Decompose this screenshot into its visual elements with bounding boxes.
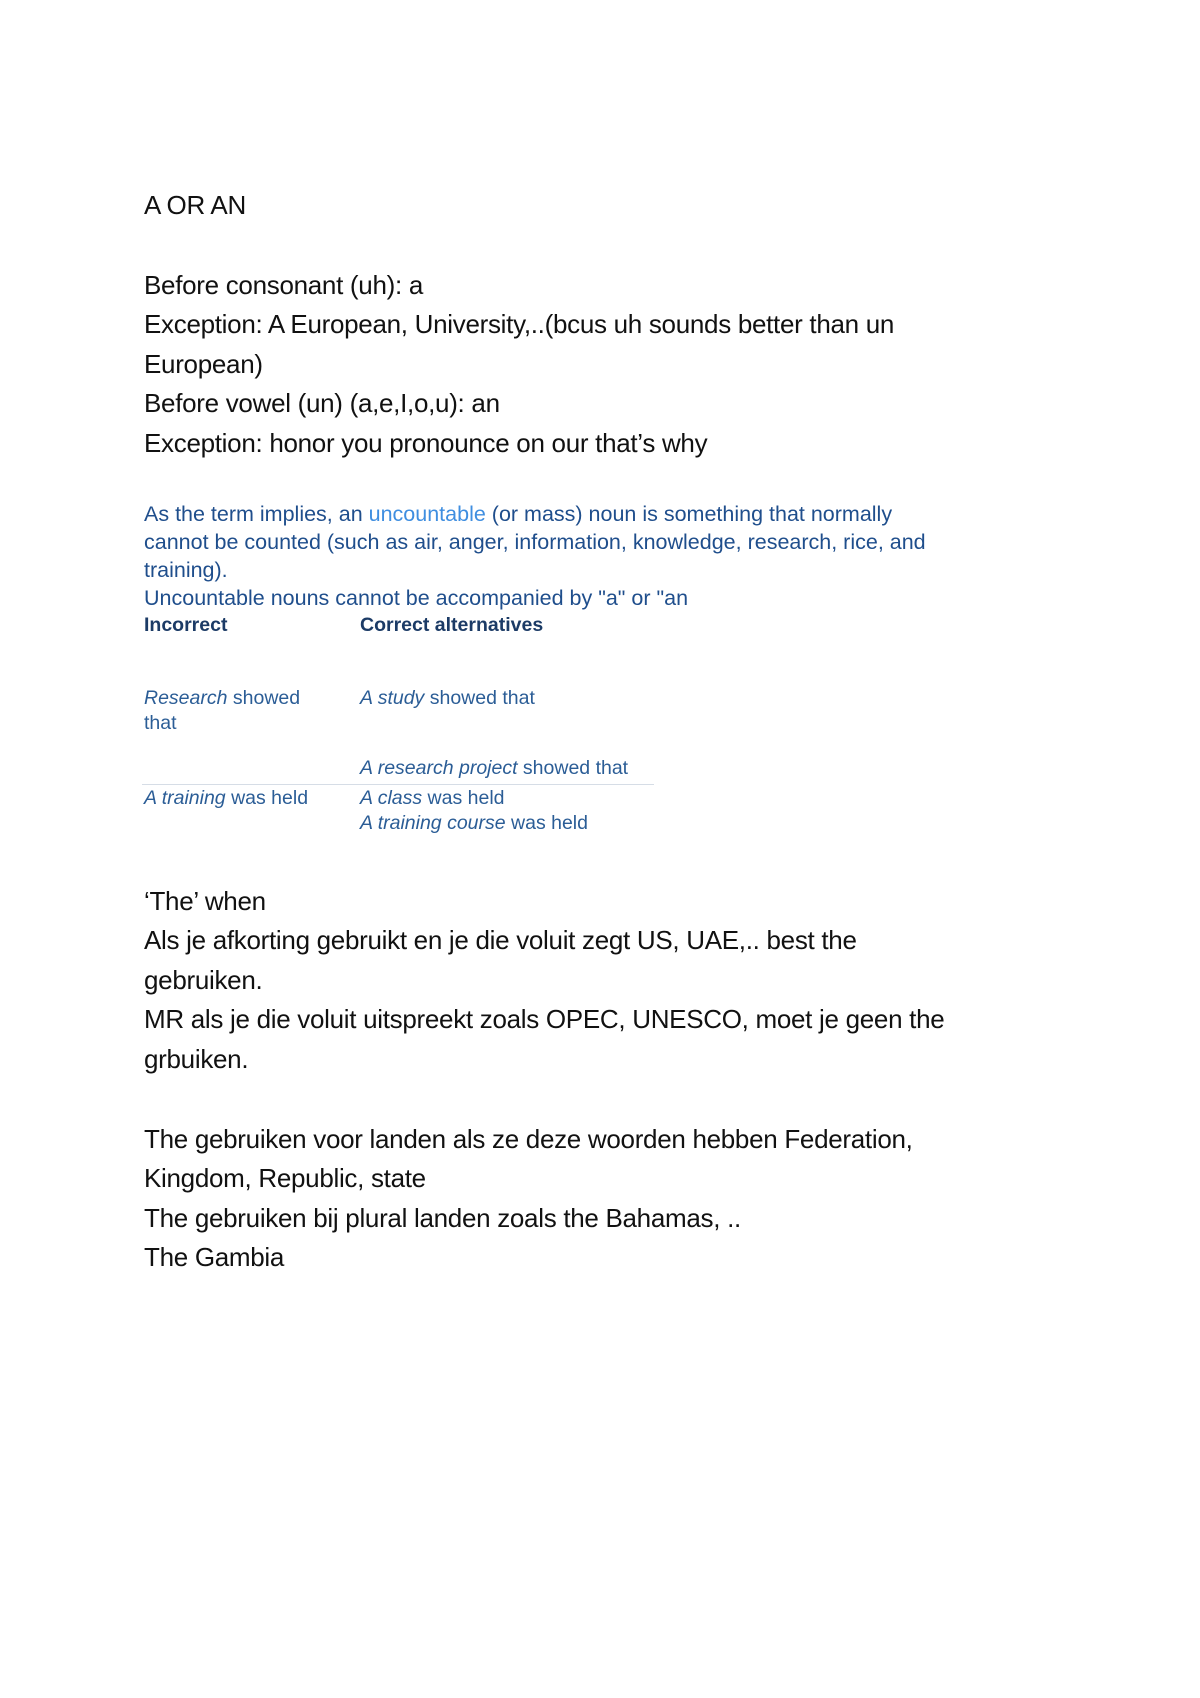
excerpt-line-4: Uncountable nouns cannot be accompanied by "a" or "an <box>144 586 689 610</box>
rule-line-3: European) <box>144 349 263 379</box>
excerpt-line-3: training). <box>144 558 228 582</box>
cell-text: showed that <box>424 687 535 709</box>
column-header-incorrect: Incorrect <box>144 614 228 636</box>
table-cell-correct-1b <box>360 756 628 781</box>
excerpt-text: As the term implies, an <box>144 502 369 526</box>
rule-line-4: Before vowel (un) (a,e,I,o,u): an <box>144 388 500 418</box>
countries-line-1: The gebruiken voor landen als ze deze woorden hebben Federation, <box>144 1124 913 1154</box>
table-cell-correct-1a <box>360 686 535 711</box>
cell-italic: A study <box>360 687 425 709</box>
rule-line-1: Before consonant (uh): a <box>144 270 423 300</box>
cell-italic: A research project <box>360 757 518 779</box>
excerpt-line-1 <box>144 502 892 527</box>
countries-line-2: Kingdom, Republic, state <box>144 1163 426 1193</box>
the-section-line-2: Als je afkorting gebruikt en je die voluit zegt US, UAE,.. best the <box>144 925 857 955</box>
the-section-line-3: gebruiken. <box>144 965 263 995</box>
table-row-divider <box>142 784 654 785</box>
cell-text: was held <box>225 787 309 809</box>
table-cell-incorrect-2 <box>144 786 308 811</box>
the-section-line-1: ‘The’ when <box>144 886 266 916</box>
cell-text: showed that <box>517 757 629 779</box>
column-header-correct: Correct alternatives <box>360 614 544 636</box>
cell-text: was held <box>505 812 588 834</box>
excerpt-text: (or mass) noun is something that normally <box>485 502 893 526</box>
table-cell-incorrect-1-wrap: that <box>144 712 177 734</box>
cell-text: showed <box>227 687 301 709</box>
cell-italic: Research <box>144 687 228 709</box>
table-cell-correct-2a <box>360 786 505 811</box>
table-cell-correct-2b <box>360 811 588 836</box>
cell-text: was held <box>422 787 505 809</box>
page-heading: A OR AN <box>144 190 246 220</box>
countries-line-3: The gebruiken bij plural landen zoals the Bahamas, .. <box>144 1203 741 1233</box>
excerpt-line-2: cannot be counted (such as air, anger, information, knowledge, research, rice, and <box>144 530 926 554</box>
table-cell-incorrect-1 <box>144 686 300 711</box>
uncountable-link[interactable]: uncountable <box>368 502 486 526</box>
cell-italic: A training course <box>360 812 506 834</box>
cell-italic: A training <box>144 787 226 809</box>
the-section-line-4: MR als je die voluit uitspreekt zoals OPEC, UNESCO, moet je geen the <box>144 1004 945 1034</box>
cell-italic: A class <box>360 787 423 809</box>
the-section-line-5: grbuiken. <box>144 1044 249 1074</box>
rule-line-2: Exception: A European, University,..(bcus uh sounds better than un <box>144 309 895 339</box>
countries-line-4: The Gambia <box>144 1242 285 1272</box>
rule-line-5: Exception: honor you pronounce on our that’s why <box>144 428 708 458</box>
